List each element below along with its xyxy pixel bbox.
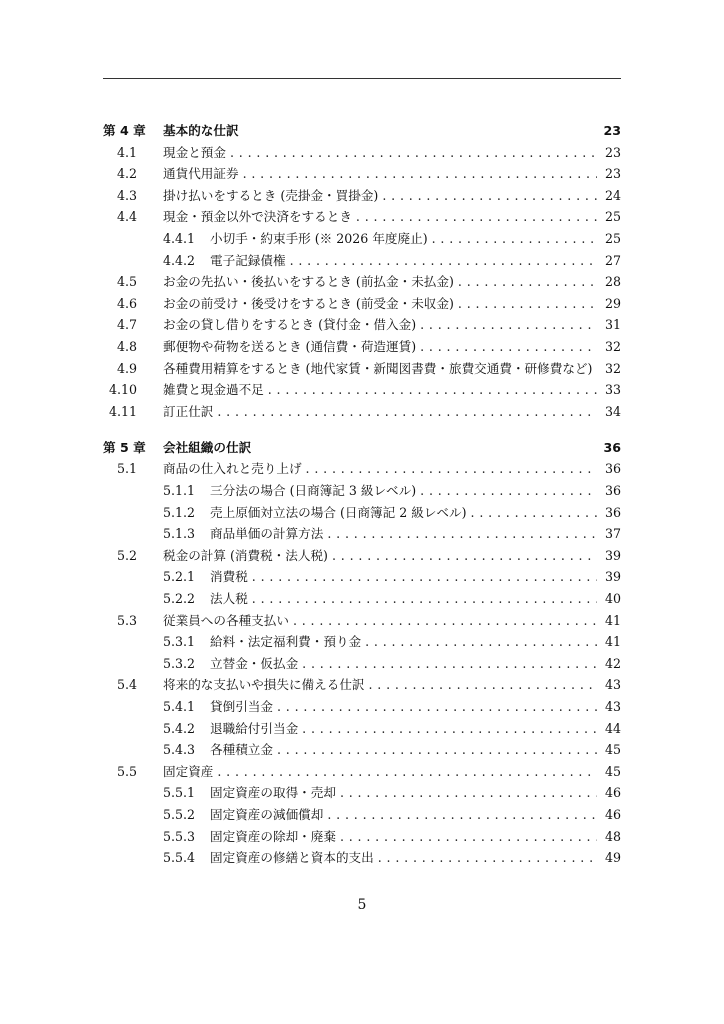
toc-entry-page: 42	[604, 655, 621, 671]
toc-entry-subsection[interactable]	[103, 631, 621, 653]
toc-entry-number: 5.1.2	[163, 504, 196, 520]
toc-dot-leader	[327, 804, 597, 826]
toc-entry-title: 将来的な支払いや損失に備える仕訳	[163, 677, 365, 693]
toc-entry-page: 23	[604, 166, 621, 182]
toc-entry-title: 電子記録債権	[210, 252, 286, 268]
toc-dot-leader	[230, 142, 597, 164]
toc-entry-section[interactable]	[103, 761, 621, 783]
toc-entry-section[interactable]	[103, 358, 621, 380]
toc-entry-page: 36	[604, 461, 621, 477]
toc-entry-title: 各種費用精算をするとき (地代家賃・新聞図書費・旅費交通費・研修費など)	[163, 360, 593, 376]
toc-dot-leader	[458, 271, 597, 293]
toc-entry-number: 5.5.4	[163, 850, 196, 866]
toc-entry-section[interactable]	[103, 458, 621, 480]
toc-dot-leader	[290, 250, 597, 272]
toc-entry-number: 5.1.3	[163, 526, 196, 542]
toc-dot-leader	[420, 480, 597, 502]
toc-dot-leader	[471, 502, 597, 524]
toc-entry-section[interactable]	[103, 610, 621, 632]
toc-entry-title: 消費税	[210, 569, 248, 585]
toc-entry-subsection[interactable]	[103, 228, 621, 250]
toc-entry-page: 28	[604, 274, 621, 290]
toc-entry-subsection[interactable]	[103, 653, 621, 675]
toc-entry-number: 5.5.2	[163, 806, 196, 822]
toc-entry-page: 39	[604, 547, 621, 563]
toc-entry-subsection[interactable]	[103, 782, 621, 804]
toc-entry-title: 固定資産の取得・売却	[210, 785, 336, 801]
toc-entry-section[interactable]	[103, 271, 621, 293]
toc-entry-section[interactable]	[103, 185, 621, 207]
toc-dot-leader	[268, 379, 597, 401]
toc-entry-subsection[interactable]	[103, 739, 621, 761]
toc-entry-page: 34	[604, 403, 621, 419]
toc-entry-number: 4.10	[108, 382, 137, 398]
toc-entry-subsection[interactable]	[103, 588, 621, 610]
toc-entry-subsection[interactable]	[103, 566, 621, 588]
toc-entry-section[interactable]	[103, 142, 621, 164]
toc-entry-title: 郵便物や荷物を送るとき (通信費・荷造運賃)	[163, 338, 417, 354]
toc-dot-leader	[332, 545, 597, 567]
toc-entry-title: 固定資産の除却・廃棄	[210, 828, 336, 844]
toc-entry-number: 5.4	[116, 677, 137, 693]
toc-entry-title: 固定資産	[163, 763, 214, 779]
toc-entry-number: 4.2	[116, 166, 137, 182]
toc-entry-subsection[interactable]	[103, 523, 621, 545]
toc-dot-leader	[340, 782, 597, 804]
toc-entry-number: 5.2.1	[163, 569, 196, 585]
toc-entry-section[interactable]	[103, 401, 621, 423]
toc-entry-page: 40	[604, 590, 621, 606]
toc-dot-leader	[420, 314, 597, 336]
toc-entry-number: 5.3	[116, 612, 137, 628]
toc-dot-leader	[365, 631, 597, 653]
toc-entry-title: 商品単価の計算方法	[210, 526, 324, 542]
toc-entry-subsection[interactable]	[103, 847, 621, 869]
toc-dot-leader	[327, 523, 597, 545]
toc-entry-section[interactable]	[103, 379, 621, 401]
toc-entry-number: 4.11	[108, 403, 137, 419]
toc-entry-title: お金の先払い・後払いをするとき (前払金・未払金)	[163, 274, 454, 290]
toc-entry-page: 36	[604, 483, 621, 498]
toc-dot-leader	[217, 401, 597, 423]
toc-dot-leader	[382, 185, 597, 207]
page-number: 5	[357, 897, 367, 913]
toc-entry-number: 第 4 章	[103, 123, 146, 138]
toc-entry-page: 45	[604, 763, 621, 779]
toc-entry-number: 4.9	[116, 360, 137, 376]
toc-entry-page: 32	[604, 338, 621, 354]
toc-entry-number: 5.5.3	[163, 828, 196, 844]
toc-entry-subsection[interactable]	[103, 250, 621, 272]
toc-entry-page: 46	[604, 806, 621, 822]
toc-entry-title: 退職給付引当金	[210, 720, 299, 736]
toc-entry-subsection[interactable]	[103, 826, 621, 848]
toc-entry-title: 商品の仕入れと売り上げ	[163, 461, 302, 477]
toc-entry-page: 23	[604, 144, 621, 160]
toc-entry-page: 39	[604, 569, 621, 585]
toc-entry-section[interactable]	[103, 206, 621, 228]
toc-entry-number: 5.4.1	[163, 698, 196, 714]
toc-entry-page: 23	[603, 123, 621, 138]
toc-entry-number: 5.3.1	[163, 634, 196, 650]
toc-entry-number: 5.4.2	[163, 720, 196, 736]
toc-dot-leader	[420, 336, 597, 358]
toc-entry-title: 訂正仕訳	[163, 403, 214, 419]
toc-entry-page: 29	[604, 295, 621, 311]
header-rule	[103, 78, 621, 79]
toc-entry-subsection[interactable]	[103, 804, 621, 826]
toc-entry-title: 法人税	[210, 590, 248, 606]
toc-entry-number: 4.7	[116, 317, 137, 333]
toc-dot-leader	[458, 293, 597, 315]
toc-dot-leader	[340, 826, 597, 848]
toc-entry-subsection[interactable]	[103, 718, 621, 740]
toc-entry-title: 三分法の場合 (日商簿記 3 級レベル)	[210, 483, 417, 498]
toc-entry-number: 4.5	[116, 274, 137, 290]
toc-entry-number: 第 5 章	[103, 439, 146, 455]
toc-dot-leader	[243, 163, 597, 185]
toc-entry-page: 36	[603, 439, 621, 455]
toc-dot-leader	[277, 696, 597, 718]
toc-entry-section[interactable]	[103, 163, 621, 185]
toc-entry-page: 41	[604, 612, 621, 628]
toc-entry-page: 37	[604, 526, 621, 542]
toc-entry-subsection[interactable]	[103, 502, 621, 524]
table-of-contents	[103, 120, 621, 869]
toc-dot-leader	[252, 588, 597, 610]
toc-entry-page: 41	[604, 634, 621, 650]
toc-entry-page: 27	[604, 252, 621, 268]
toc-entry-number: 4.8	[116, 338, 137, 354]
toc-entry-page: 33	[604, 382, 621, 398]
toc-dot-leader	[302, 718, 597, 740]
toc-dot-leader	[217, 761, 597, 783]
toc-entry-page: 46	[604, 785, 621, 801]
toc-entry-chapter[interactable]	[103, 120, 621, 142]
toc-entry-page: 24	[604, 187, 621, 203]
toc-entry-number: 4.3	[116, 187, 137, 203]
toc-entry-section[interactable]	[103, 674, 621, 696]
toc-entry-section[interactable]	[103, 314, 621, 336]
toc-entry-number: 5.1	[116, 461, 137, 477]
toc-entry-title: 固定資産の減価償却	[210, 806, 324, 822]
toc-dot-leader	[378, 847, 597, 869]
toc-entry-title: 各種積立金	[210, 742, 273, 758]
toc-entry-title: 売上原価対立法の場合 (日商簿記 2 級レベル)	[210, 504, 467, 520]
toc-entry-page: 44	[604, 720, 621, 736]
toc-entry-page: 25	[604, 230, 621, 246]
toc-entry-section[interactable]	[103, 293, 621, 315]
toc-entry-title: お金の貸し借りをするとき (貸付金・借入金)	[163, 317, 417, 333]
toc-entry-number: 5.5.1	[163, 785, 196, 801]
toc-dot-leader	[369, 674, 598, 696]
toc-entry-number: 5.1.1	[163, 483, 196, 498]
toc-entry-page: 32	[604, 360, 621, 376]
toc-entry-page: 25	[604, 209, 621, 225]
toc-entry-title: 従業員への各種支払い	[163, 612, 289, 628]
toc-entry-title: 雑費と現金過不足	[163, 382, 264, 398]
toc-entry-number: 4.1	[116, 144, 137, 160]
toc-entry-page: 43	[604, 677, 621, 693]
toc-entry-section[interactable]	[103, 336, 621, 358]
toc-entry-title: 給料・法定福利費・預り金	[210, 634, 362, 650]
toc-dot-leader	[596, 358, 597, 380]
toc-dot-leader	[293, 610, 597, 632]
toc-dot-leader	[432, 228, 597, 250]
toc-entry-page: 31	[604, 317, 621, 333]
toc-dot-leader	[356, 206, 597, 228]
toc-entry-title: 現金・預金以外で決済をするとき	[163, 209, 352, 225]
toc-entry-subsection[interactable]	[103, 696, 621, 718]
toc-entry-title: 通貨代用証券	[163, 166, 239, 182]
toc-entry-title: 現金と預金	[163, 144, 226, 160]
toc-dot-leader	[277, 739, 597, 761]
toc-entry-title: お金の前受け・後受けをするとき (前受金・未収金)	[163, 295, 454, 311]
toc-entry-number: 4.6	[116, 295, 137, 311]
toc-entry-page: 43	[604, 698, 621, 714]
toc-entry-title: 税金の計算 (消費税・法人税)	[163, 547, 328, 563]
toc-entry-page: 48	[604, 828, 621, 844]
toc-entry-title: 固定資産の修繕と資本的支出	[210, 850, 374, 866]
toc-entry-number: 5.2.2	[163, 590, 196, 606]
toc-entry-title: 小切手・約束手形 (※ 2026 年度廃止)	[210, 230, 428, 246]
toc-entry-title: 立替金・仮払金	[210, 655, 299, 671]
toc-dot-leader	[252, 566, 597, 588]
toc-entry-number: 4.4.1	[163, 230, 196, 246]
toc-entry-section[interactable]	[103, 545, 621, 567]
toc-entry-title: 貸倒引当金	[210, 698, 273, 714]
toc-entry-number: 4.4.2	[163, 252, 196, 268]
toc-dot-leader	[302, 653, 597, 675]
toc-entry-chapter[interactable]	[103, 437, 621, 459]
toc-entry-number: 5.2	[116, 547, 137, 563]
toc-entry-page: 45	[604, 742, 621, 758]
toc-entry-title: 基本的な仕訳	[163, 123, 239, 138]
toc-entry-page: 36	[604, 504, 621, 520]
toc-entry-page: 49	[604, 850, 621, 866]
toc-entry-number: 5.5	[116, 763, 137, 779]
toc-entry-number: 4.4	[116, 209, 137, 225]
toc-entry-number: 5.3.2	[163, 655, 196, 671]
toc-entry-subsection[interactable]	[103, 480, 621, 502]
toc-entry-number: 5.4.3	[163, 742, 196, 758]
toc-dot-leader	[306, 458, 597, 480]
toc-entry-title: 会社組織の仕訳	[163, 439, 252, 455]
toc-entry-title: 掛け払いをするとき (売掛金・買掛金)	[163, 187, 379, 203]
